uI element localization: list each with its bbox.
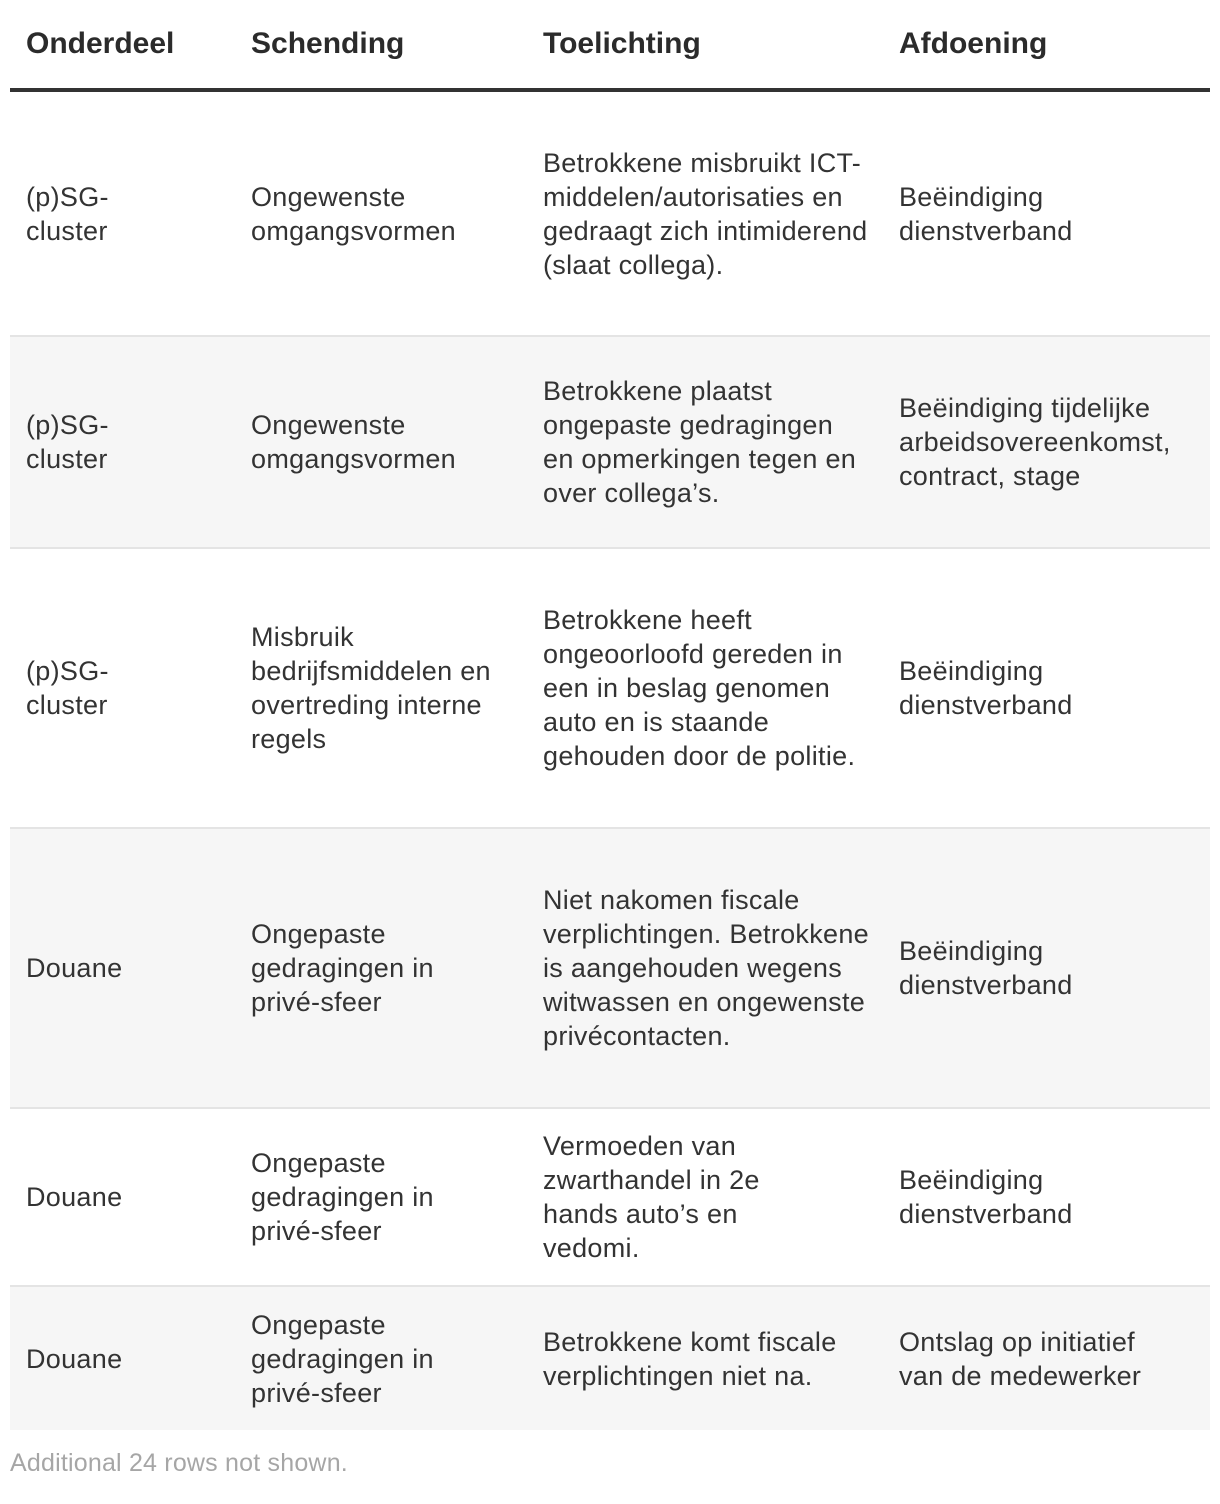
cell-onderdeel: Douane <box>10 1108 234 1286</box>
cell-onderdeel <box>10 90 234 336</box>
incidents-table <box>10 0 1210 1430</box>
column-header-toelichting[interactable]: Toelichting <box>526 0 882 90</box>
cell-afdoening <box>882 828 1210 1108</box>
cell-schending: Misbruik bedrijfsmiddelen en overtreding interne regels <box>234 548 526 828</box>
cell-onderdeel <box>10 336 234 548</box>
cell-toelichting <box>526 1108 882 1286</box>
cell-schending <box>234 1108 526 1286</box>
cell-schending <box>234 828 526 1108</box>
table-row <box>10 90 1210 336</box>
cell-text: Beëindiging dienstverband <box>899 181 1073 246</box>
cell-afdoening <box>882 548 1210 828</box>
cell-toelichting: Betrokkene komt fiscale verplichtingen niet na. <box>526 1286 882 1430</box>
cell-text: Beëindiging dienstverband <box>899 936 1073 1000</box>
cell-text: (p)SG- cluster <box>26 181 109 246</box>
cell-text: Ongepaste gedragingen in privé-sfeer <box>251 1148 434 1246</box>
cell-text: Beëindiging dienstverband <box>899 1165 1073 1229</box>
cell-text: Ongepaste gedragingen in privé-sfeer <box>251 919 434 1017</box>
cell-afdoening: Beëindiging tijdelijke arbeidsovereenkomst, contract, stage <box>882 336 1210 548</box>
cell-toelichting: Betrokkene plaatst ongepaste gedragingen en opmerkingen tegen en over collega’s. <box>526 336 882 548</box>
table-header-row <box>10 0 1210 90</box>
column-header-schending[interactable]: Schending <box>234 0 526 90</box>
column-header-afdoening[interactable]: Afdoening <box>882 0 1210 90</box>
cell-toelichting: Betrokkene heeft ongeoorloofd gereden in een in beslag genomen auto en is staande gehouden door de politie. <box>526 548 882 828</box>
table-row <box>10 1108 1210 1286</box>
cell-schending <box>234 1286 526 1430</box>
cell-afdoening <box>882 1286 1210 1430</box>
cell-toelichting: Betrokkene misbruikt ICT-middelen/autorisaties en gedraagt zich intimiderend (slaat collega). <box>526 90 882 336</box>
rows-hidden-note: Additional 24 rows not shown. <box>10 1449 348 1477</box>
cell-onderdeel <box>10 548 234 828</box>
table-row <box>10 548 1210 828</box>
cell-text: Ongepaste gedragingen in privé-sfeer <box>251 1309 434 1408</box>
cell-afdoening <box>882 90 1210 336</box>
cell-toelichting: Niet nakomen fiscale verplichtingen. Betrokkene is aangehouden wegens witwassen en ongewenste privécontacten. <box>526 828 882 1108</box>
cell-afdoening <box>882 1108 1210 1286</box>
cell-schending: Ongewenste omgangsvormen <box>234 336 526 548</box>
table-row <box>10 1286 1210 1430</box>
cell-onderdeel: Douane <box>10 1286 234 1430</box>
cell-text: Beëindiging dienstverband <box>899 656 1073 720</box>
cell-onderdeel: Douane <box>10 828 234 1108</box>
column-header-onderdeel[interactable]: Onderdeel <box>10 0 234 90</box>
table-row <box>10 828 1210 1108</box>
cell-text: Vermoeden van zwarthandel in 2e hands auto’s en vedomi. <box>543 1131 760 1263</box>
cell-text: (p)SG- cluster <box>26 656 109 720</box>
table-row <box>10 336 1210 548</box>
table-container <box>10 0 1210 1478</box>
cell-text: (p)SG- cluster <box>26 410 109 474</box>
cell-text: Ontslag op initiatief van de medewerker <box>899 1326 1142 1391</box>
cell-schending: Ongewenste omgangsvormen <box>234 90 526 336</box>
